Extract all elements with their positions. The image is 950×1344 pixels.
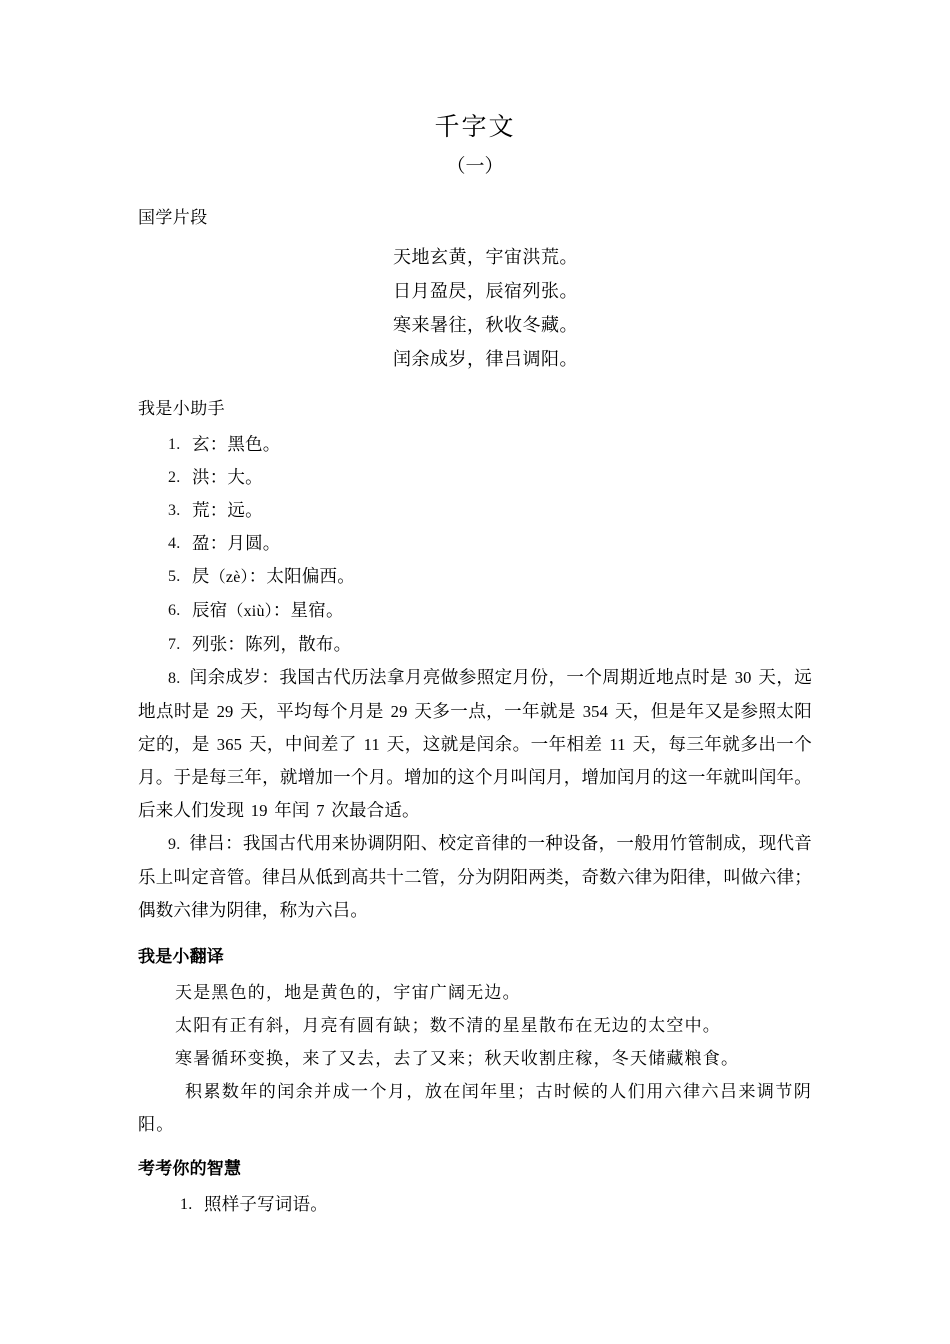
section-heading-helper: 我是小助手 <box>138 398 225 418</box>
list-item <box>138 594 812 628</box>
poem-line: 天地玄黄，宇宙洪荒。 <box>393 246 578 267</box>
list-marker: 1. <box>180 1196 193 1214</box>
list-item <box>138 428 812 461</box>
list-item-term: 昃 <box>192 566 210 587</box>
quiz-list <box>138 1181 812 1221</box>
list-item-text: ：太阳偏西。 <box>248 566 355 587</box>
list-marker: 6. <box>168 602 181 620</box>
section-heading-translation: 我是小翻译 <box>138 947 224 967</box>
inline-number: 11 <box>363 735 380 755</box>
list-item-pinyin: （xiù） <box>227 603 273 621</box>
list-marker: 5. <box>168 568 181 586</box>
list-item <box>138 827 812 927</box>
list-item <box>138 461 812 494</box>
inline-number: 30 <box>734 668 752 688</box>
poem-line: 日月盈昃，辰宿列张。 <box>393 280 578 301</box>
page-title: 千字文 <box>434 113 516 141</box>
inline-number: 365 <box>216 735 243 755</box>
list-item <box>138 494 812 527</box>
list-item <box>138 1188 812 1221</box>
translation-block <box>138 970 812 1141</box>
list-marker: 7. <box>168 636 181 654</box>
page-subtitle: （一） <box>446 156 504 178</box>
inline-number: 354 <box>582 702 609 722</box>
translation-line: 寒暑循环变换，来了又去，去了又来；秋天收割庄稼，冬天储藏粮食。 <box>175 1048 740 1068</box>
translation-line: 太阳有正有斜，月亮有圆有缺；数不清的星星散布在无边的太空中。 <box>175 1015 721 1035</box>
list-marker: 8. <box>168 670 181 688</box>
list-item-text: 照样子写词语。 <box>204 1194 328 1215</box>
list-item <box>138 527 812 560</box>
list-item <box>138 560 812 594</box>
inline-number: 29 <box>216 702 234 722</box>
inline-number: 11 <box>609 735 626 755</box>
translation-line: 天是黑色的，地是黄色的，宇宙广阔无边。 <box>175 982 521 1002</box>
section-heading-quiz: 考考你的智慧 <box>138 1158 242 1178</box>
poem-line: 闰余成岁，律吕调阳。 <box>393 348 578 369</box>
list-item-text: 闰余成岁：我国古代历法拿月亮做参照定月份，一个周期近地点时是 30 天，远地点时是 29 天，平均每个月是 29 天多一点，一年就是 354 天，但是年又是参照太阳定的，是 365 天，中间差了 11 天，这就是闰余。一年相差 11 天，每三年就多出一个月。于是每三年，就增加一个月。增加的这个月叫闰月，增加闰月的这一年就叫闰年。后来人们发现 19 年闰 7 次最合适。 <box>138 667 812 821</box>
list-item <box>138 661 812 827</box>
list-item-text: 荒：远。 <box>192 500 263 521</box>
list-marker: 9. <box>168 836 181 854</box>
list-item-text: 律吕：我国古代用来协调阴阳、校定音律的一种设备，一般用竹管制成，现代音乐上叫定音管。律吕从低到高共十二管，分为阴阳两类，奇数六律为阳律，叫做六律；偶数六律为阴律，称为六吕。 <box>138 833 812 921</box>
inline-number: 19 <box>250 801 268 821</box>
translation-line: 积累数年的闰余并成一个月，放在闰年里；古时候的人们用六律六吕来调节阴阳。 <box>138 1081 812 1134</box>
list-marker: 2. <box>168 469 181 487</box>
list-item-term: 辰宿 <box>192 600 228 621</box>
list-item-text: 列张：陈列，散布。 <box>192 634 352 655</box>
list-marker: 1. <box>168 436 181 454</box>
list-item-pinyin: （zè） <box>209 569 249 587</box>
list-item-text: 洪：大。 <box>192 467 263 488</box>
inline-number: 29 <box>390 702 408 722</box>
inline-number: 7 <box>316 801 325 821</box>
section-heading-classic: 国学片段 <box>138 208 208 228</box>
list-item <box>138 628 812 661</box>
helper-notes-list <box>138 421 812 927</box>
classic-poem <box>138 231 812 376</box>
list-item-text: 盈：月圆。 <box>192 533 281 554</box>
list-marker: 3. <box>168 502 181 520</box>
list-item-text: ：星宿。 <box>272 600 344 621</box>
poem-line: 寒来暑往，秋收冬藏。 <box>393 314 578 335</box>
list-item-text: 玄：黑色。 <box>192 434 281 455</box>
list-marker: 4. <box>168 535 181 553</box>
